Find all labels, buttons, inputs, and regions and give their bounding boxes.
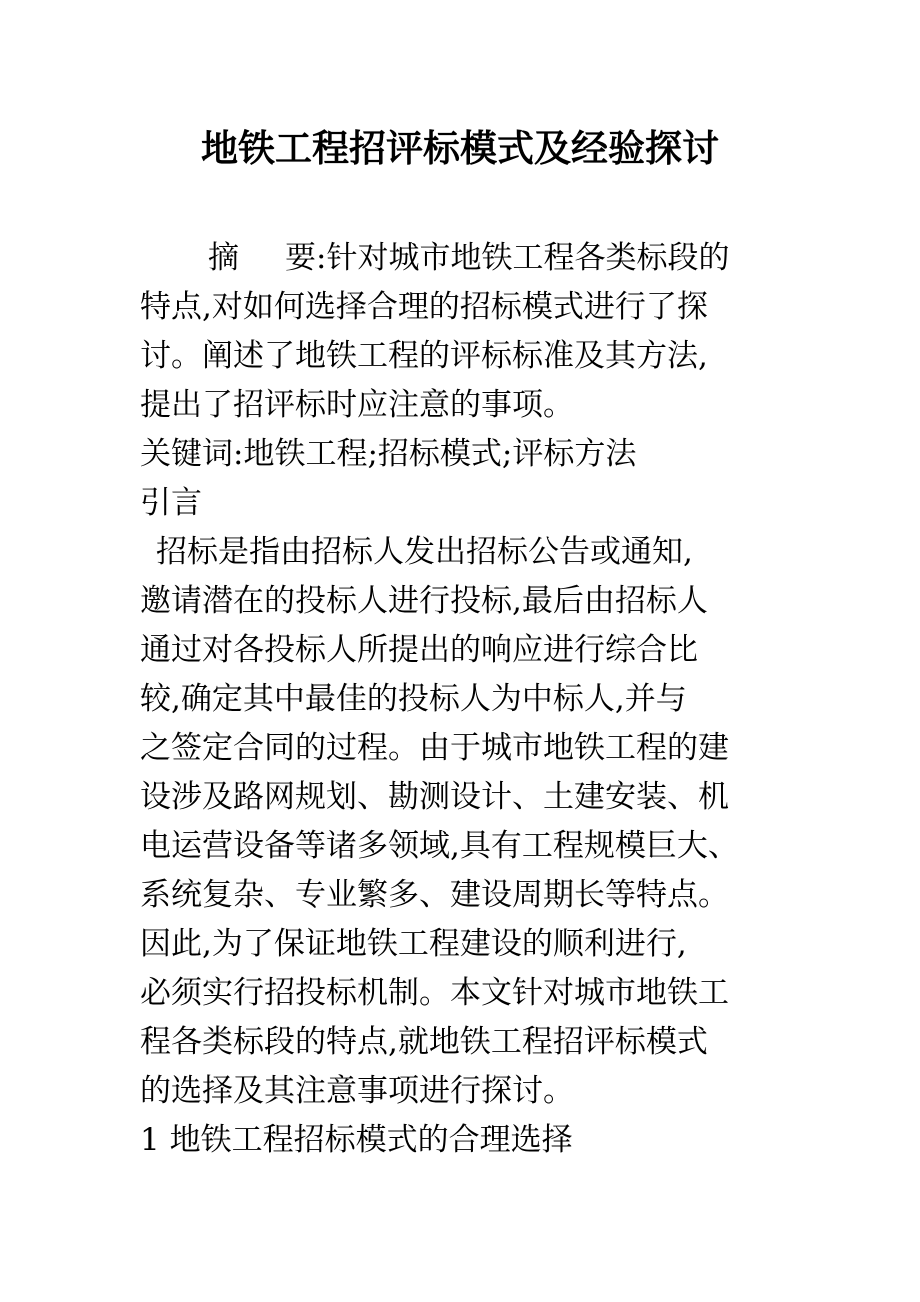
abstract-label-char-2: 要 bbox=[285, 240, 316, 276]
paragraph-line: 通过对各投标人所提出的响应进行综合比 bbox=[140, 632, 698, 668]
abstract-first-line bbox=[140, 234, 820, 283]
paragraph-line: 招标是指由招标人发出招标公告或通知, bbox=[156, 534, 693, 570]
paragraph-line: 系统复杂、专业繁多、建设周期长等特点。 bbox=[140, 877, 729, 913]
keywords-line: 关键词:地铁工程;招标模式;评标方法 bbox=[140, 436, 637, 472]
paragraph-line: 必须实行招投标机制。本文针对城市地铁工 bbox=[140, 975, 729, 1011]
paragraph-line: 较,确定其中最佳的投标人为中标人,并与 bbox=[140, 681, 687, 717]
abstract-line: 特点,对如何选择合理的招标模式进行了探 bbox=[140, 289, 708, 325]
abstract-line: 提出了招评标时应注意的事项。 bbox=[140, 387, 574, 423]
section-heading-intro: 引言 bbox=[140, 485, 202, 521]
abstract-label-char-1: 摘 bbox=[208, 240, 239, 276]
abstract-line: 讨。阐述了地铁工程的评标标准及其方法, bbox=[140, 338, 708, 374]
paragraph-line: 设涉及路网规划、勘测设计、土建安装、机 bbox=[140, 779, 729, 815]
paragraph-line: 程各类标段的特点,就地铁工程招评标模式 bbox=[140, 1024, 708, 1060]
document-body bbox=[140, 234, 820, 1165]
paragraph-line: 邀请潜在的投标人进行投标,最后由招标人 bbox=[140, 583, 708, 619]
paragraph-line: 之签定合同的过程。由于城市地铁工程的建 bbox=[140, 730, 729, 766]
paragraph-line: 因此,为了保证地铁工程建设的顺利进行, bbox=[140, 926, 687, 962]
paragraph-line: 的选择及其注意事项进行探讨。 bbox=[140, 1073, 574, 1109]
document-title: 地铁工程招评标模式及经验探讨 bbox=[201, 126, 719, 170]
paragraph-line: 电运营设备等诸多领域,具有工程规模巨大、 bbox=[140, 828, 739, 864]
abstract-line: :针对城市地铁工程各类标段的 bbox=[316, 240, 730, 276]
section-heading-1: 1 地铁工程招标模式的合理选择 bbox=[140, 1122, 573, 1158]
